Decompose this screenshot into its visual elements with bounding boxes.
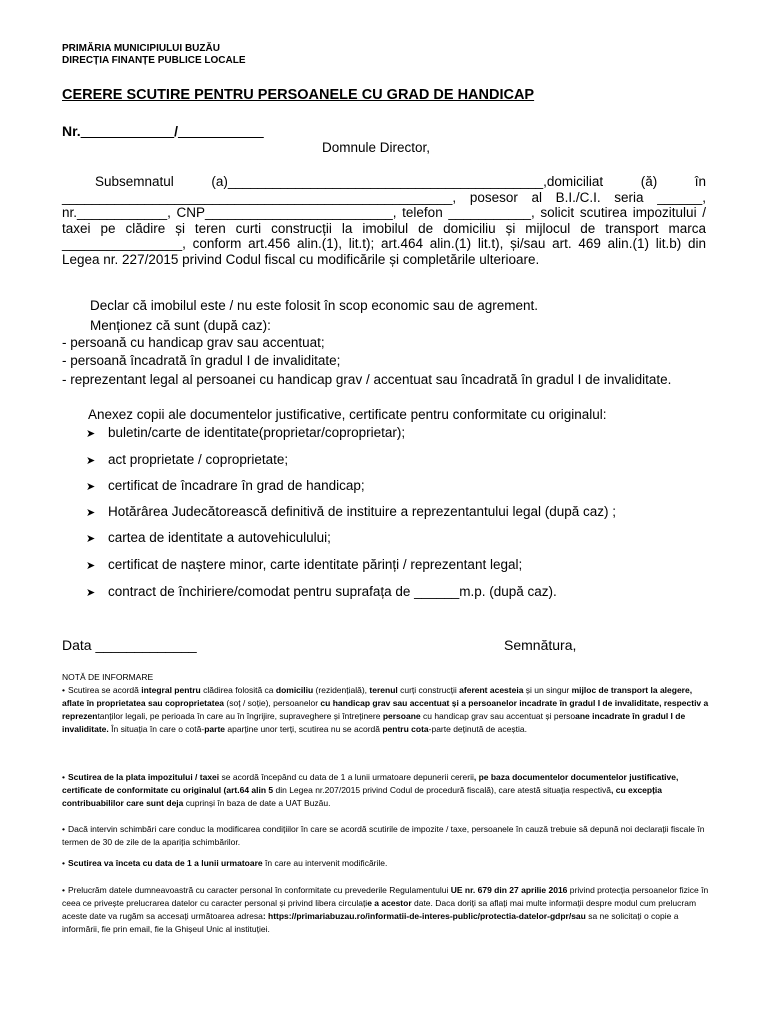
- note-text-run: ane incadrate în gradul I de invaliditate.: [62, 711, 686, 734]
- arrow-bullet-icon: ➤: [86, 481, 96, 493]
- document-item: ➤ buletin/carte de identitate(proprietar/coproprietar);: [86, 425, 406, 440]
- note-text-run: persoane: [382, 711, 421, 721]
- department-name: DIRECȚIA FINANȚE PUBLICE LOCALE: [62, 55, 246, 66]
- arrow-bullet-icon: ➤: [86, 428, 96, 440]
- note-text-run: , pe baza documentelor documentelor justificative, certificate de conformitate cu originalul (art.64 alin 5: [62, 772, 679, 795]
- note-item: [62, 684, 710, 736]
- note-text-run: terenul: [369, 685, 398, 695]
- document-item: ➤ act proprietate / coproprietate;: [86, 452, 289, 467]
- note-text-run: date. Daca doriți sa aflați mai multe informații despre modul cum prelucram aceste date va rugăm sa accesați următoarea adresa: [62, 898, 697, 921]
- note-text-run: sa ne solicitați o copie a informării, fie prin email, fie la Ghișeul Unic al instituției.: [62, 911, 679, 934]
- note-text-run: -parte deținută de aceștia.: [428, 724, 527, 734]
- bullet-dot-icon: •: [62, 824, 65, 834]
- note-text-run: Dacă intervin schimbări care conduc la modificarea condițiilor în care se acordă scutirile de impozite / taxe, persoanele în cauză trebuie să depună noi declarații fiscale în termen de 30 de zile de la apariția schimbărilor.: [62, 824, 705, 847]
- note-text-run: tanților legali, pe perioada în care au în îngrijire, supraveghere și întreținere: [97, 711, 383, 721]
- note-text-run: : https://primariabuzau.ro/informatii-de-interes-public/protectia-datelor-gdpr/sau: [262, 911, 586, 921]
- document-item: ➤ Hotărârea Judecătorească definitivă de instituire a reprezentantului legal (după caz) ;: [86, 504, 617, 519]
- document-item: ➤ certificat de naștere minor, carte identitate părinți / reprezentant legal;: [86, 557, 523, 572]
- document-item: ➤ cartea de identitate a autovehiculului;: [86, 530, 331, 545]
- note-text-run: Scutirea va înceta cu data de 1 a lunii urmatoare: [68, 858, 263, 868]
- note-text-run: privind protecția persoanelor fizice în ceea ce privește prelucrarea datelor cu caracter personal și privind libera circulați: [62, 885, 709, 908]
- request-paragraph: Subsemnatul (a)__________________________________________,domiciliat (ă) în ____________________________________________________, posesor al B.I./C.I. seria ______, nr.____________, CNP_________________________, telefon ___________, solicit scutirea impozitului / taxei pe clădire și teren curti construcții la imobilul de domiciliu și mijlocul de transport marca ________________, conform art.456 alin.(1), lit.t); art.464 alin.(1) lit.t), și/sau art. 469 alin.(1) lit.b) din Legea nr. 227/2015 privind Codul fiscal cu modificările și completările ulterioare.: [62, 174, 706, 267]
- date-field[interactable]: Data _____________: [62, 637, 197, 653]
- note-text-run: cuprinși în baza de date a UAT Buzău.: [183, 798, 331, 808]
- bullet-dot-icon: •: [62, 685, 65, 695]
- note-text-run: Prelucrăm datele dumneavoastră cu caracter personal în conformitate cu prevederile Regulamentului: [68, 885, 451, 895]
- option-invaliditate: - persoană încadrată în gradul I de invaliditate;: [62, 353, 341, 368]
- bullet-dot-icon: •: [62, 858, 65, 868]
- note-text-run: în care au intervenit modificările.: [262, 858, 388, 868]
- option-reprezentant: - reprezentant legal al persoanei cu handicap grav / accentuat sau încadrată în gradul I de invaliditate.: [62, 372, 672, 387]
- institution-name: PRIMĂRIA MUNICIPIULUI BUZĂU: [62, 43, 220, 54]
- note-text-run: și un singur: [523, 685, 572, 695]
- note-text-run: se acordă începând cu data de 1 a lunii urmatoare depunerii cererii: [219, 772, 474, 782]
- note-text-run: curți construcții: [397, 685, 460, 695]
- note-text-run: aparține unor terți, scutirea nu se acordă: [225, 724, 383, 734]
- note-text-run: (soț / soție), persoanelor: [224, 698, 321, 708]
- note-text-run: integral pentru: [141, 685, 201, 695]
- status-intro: Menționez că sunt (după caz):: [90, 318, 271, 333]
- note-text-run: Scutirea de la plata impozitului / taxei: [68, 772, 220, 782]
- note-text-run: pentru cota: [382, 724, 429, 734]
- note-item: [62, 884, 710, 936]
- note-text-run: din Legea nr.207/2015 privind Codul de procedură fiscală), care atestă situația respectivă: [273, 785, 611, 795]
- arrow-bullet-icon: ➤: [86, 533, 96, 545]
- note-text-run: e a acestor: [367, 898, 412, 908]
- nr-label: Nr.: [62, 123, 81, 139]
- document-item: ➤ certificat de încadrare în grad de handicap;: [86, 478, 365, 493]
- note-text-run: clădirea folosită ca: [200, 685, 276, 695]
- note-item: [62, 857, 710, 870]
- document-title: CERERE SCUTIRE PENTRU PERSOANELE CU GRAD DE HANDICAP: [62, 87, 535, 103]
- note-text-run: , cu excepția contribuabililor care sunt deja: [62, 785, 663, 808]
- arrow-bullet-icon: ➤: [86, 587, 96, 599]
- document-item: ➤ contract de închiriere/comodat pentru suprafața de ______m.p. (după caz).: [86, 584, 557, 599]
- note-text-run: domiciliu: [275, 685, 314, 695]
- arrow-bullet-icon: ➤: [86, 560, 96, 572]
- bullet-dot-icon: •: [62, 885, 65, 895]
- note-text-run: UE nr. 679 din 27 aprilie 2016: [450, 885, 568, 895]
- note-item: [62, 823, 710, 849]
- note-text-run: parte: [204, 724, 226, 734]
- option-handicap: - persoană cu handicap grav sau accentuat;: [62, 335, 325, 350]
- note-text-run: În situația în care o cotă-: [108, 724, 205, 734]
- note-text-run: cu handicap grav sau accentuat și perso: [420, 711, 576, 721]
- bullet-dot-icon: •: [62, 772, 65, 782]
- nr-blank-1[interactable]: ____________: [80, 123, 175, 139]
- note-text-run: (rezidențială),: [313, 685, 370, 695]
- note-item: [62, 771, 710, 810]
- arrow-bullet-icon: ➤: [86, 455, 96, 467]
- signature-field[interactable]: Semnătura,: [504, 637, 577, 653]
- information-note-title: NOTĂ DE INFORMARE: [62, 672, 154, 682]
- note-text-run: cu handicap grav sau accentuat și a persoanelor incadrate în gradul I de invaliditate, respectiv a reprezen: [62, 698, 709, 721]
- economic-use-declaration: Declar că imobilul este / nu este folosit în scop economic sau de agrement.: [90, 298, 538, 313]
- annex-intro: Anexez copii ale documentelor justificative, certificate pentru conformitate cu originalul:: [88, 407, 607, 422]
- note-text-run: Scutirea se acordă: [68, 685, 142, 695]
- salutation: Domnule Director,: [322, 140, 431, 155]
- note-text-run: aferent acesteia: [459, 685, 524, 695]
- registration-number: [62, 123, 264, 139]
- note-text-run: mijloc de transport la alegere, aflate în proprietatea sau coproprietatea: [62, 685, 693, 708]
- nr-blank-2[interactable]: ___________: [178, 123, 264, 139]
- arrow-bullet-icon: ➤: [86, 507, 96, 519]
- nr-separator: /: [174, 123, 179, 139]
